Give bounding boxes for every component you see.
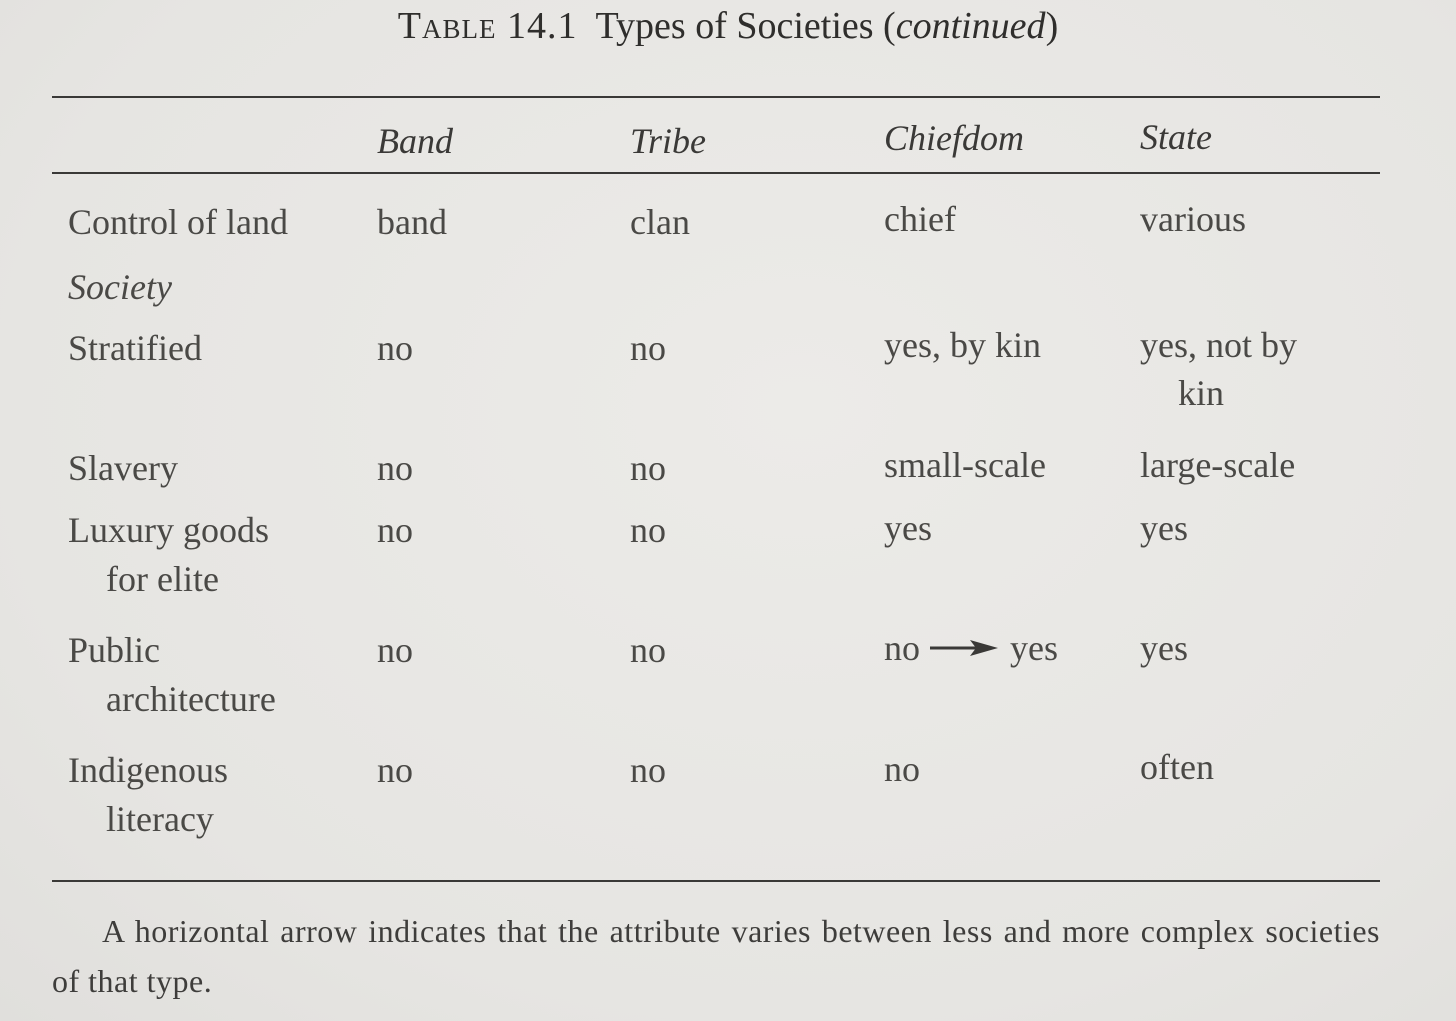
cell-chiefdom: yes bbox=[884, 508, 932, 548]
cell-tribe: no bbox=[630, 630, 666, 670]
cell-band: no bbox=[377, 328, 413, 368]
table-title bbox=[0, 4, 1456, 48]
paren-close: ) bbox=[1045, 5, 1059, 47]
row-label: Indigenous bbox=[68, 750, 228, 790]
row-label: Stratified bbox=[68, 328, 202, 368]
cell-state: large-scale bbox=[1140, 445, 1296, 485]
cell-chiefdom: small-scale bbox=[884, 445, 1046, 485]
cell-band: no bbox=[377, 750, 413, 790]
cell-state: yes, not by bbox=[1140, 325, 1297, 365]
cell-band: no bbox=[377, 510, 413, 550]
row-label: Luxury goods bbox=[68, 510, 269, 550]
cell-band: band bbox=[377, 202, 447, 242]
footnote-text: A horizontal arrow indicates that the attribute varies between less and more complex societies of that type. bbox=[52, 913, 1380, 999]
table-number: Table 14.1 bbox=[397, 5, 578, 47]
row-label-continued: architecture bbox=[106, 679, 276, 719]
column-header-chiefdom: Chiefdom bbox=[884, 118, 1024, 158]
cell-chiefdom: yes, by kin bbox=[884, 325, 1041, 365]
cell-tribe: no bbox=[630, 510, 666, 550]
header-rule bbox=[52, 172, 1380, 174]
column-header-state: State bbox=[1140, 117, 1212, 157]
row-label-continued: for elite bbox=[106, 559, 219, 599]
bottom-rule bbox=[52, 880, 1380, 882]
cell-chiefdom: chief bbox=[884, 199, 956, 239]
cell-state: yes bbox=[1140, 628, 1188, 668]
row-label-continued: literacy bbox=[106, 799, 214, 839]
table-footnote bbox=[52, 906, 1380, 1006]
row-label: Control of land bbox=[68, 202, 288, 242]
cell-tribe: no bbox=[630, 750, 666, 790]
cell-tribe: no bbox=[630, 448, 666, 488]
row-label: Public bbox=[68, 630, 161, 670]
title-continued: continued bbox=[895, 5, 1046, 47]
cell-chiefdom: no bbox=[884, 749, 920, 789]
chiefdom-from-value: no bbox=[884, 628, 920, 668]
right-arrow-icon bbox=[930, 638, 1000, 658]
cell-band: no bbox=[377, 630, 413, 670]
top-rule bbox=[52, 96, 1380, 98]
row-label: Slavery bbox=[68, 448, 178, 488]
cell-state: often bbox=[1140, 747, 1214, 787]
table-title-text: Types of Societies bbox=[595, 5, 874, 47]
cell-state: yes bbox=[1140, 508, 1188, 548]
paren-open: ( bbox=[883, 5, 896, 47]
cell-state-continued: kin bbox=[1178, 373, 1225, 413]
cell-chiefdom-varies bbox=[884, 627, 1058, 669]
cell-band: no bbox=[377, 448, 413, 488]
column-header-band: Band bbox=[377, 121, 453, 161]
cell-tribe: clan bbox=[630, 202, 690, 242]
chiefdom-to-value: yes bbox=[1010, 628, 1058, 668]
category-label: Society bbox=[68, 267, 172, 307]
column-header-tribe: Tribe bbox=[630, 121, 707, 161]
cell-tribe: no bbox=[630, 328, 666, 368]
cell-state: various bbox=[1140, 199, 1246, 239]
